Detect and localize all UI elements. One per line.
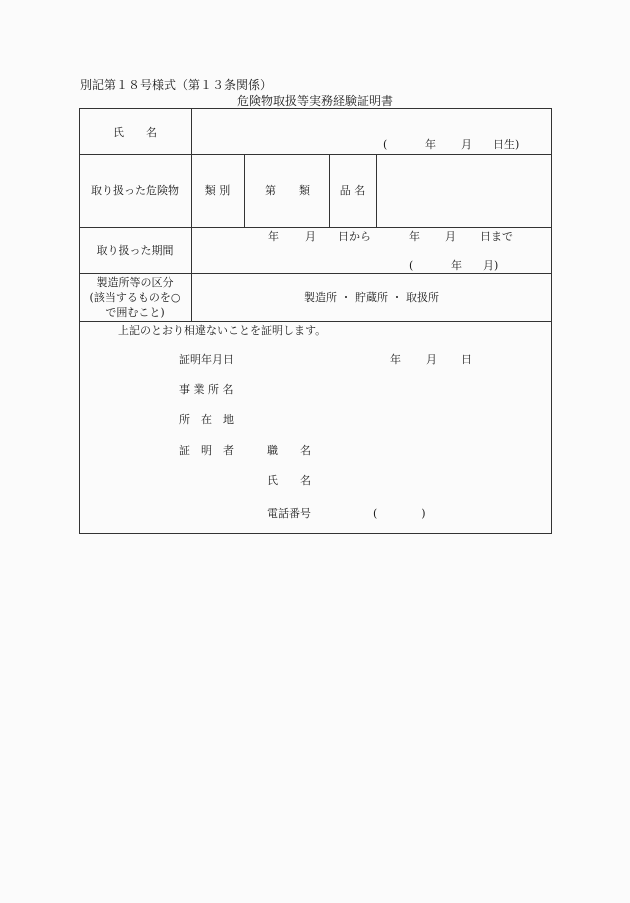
certifier-label: 証 明 者 [179, 444, 234, 457]
document-title: 危険物取扱等実務経験証明書 [236, 94, 393, 108]
facility-label-line1: 製造所等の区分 [96, 276, 174, 289]
facility-label-line2: (該当するものを○ [89, 291, 181, 304]
label-column-divider [191, 108, 192, 321]
row-divider [79, 321, 552, 322]
birth-day-label: 日生) [493, 138, 520, 151]
name-label: 氏 名 [113, 126, 157, 139]
from-year-label: 年 [268, 230, 279, 243]
to-day-label: 日まで [480, 230, 513, 243]
form-number: 別記第１８号様式（第１３条関係） [80, 78, 273, 92]
birth-month-label: 月 [461, 138, 472, 151]
row-divider [79, 273, 552, 274]
item-label: 品 名 [339, 184, 366, 197]
duration-open-paren: ( [409, 259, 414, 272]
birth-open-paren: ( [383, 138, 388, 151]
certifier-name-label: 氏 名 [267, 474, 311, 487]
business-name-label: 事 業 所 名 [179, 383, 234, 396]
class-label: 類 別 [204, 184, 231, 197]
cert-date-label: 証明年月日 [179, 353, 234, 366]
item-column-divider [376, 154, 377, 227]
location-label: 所 在 地 [179, 413, 234, 426]
class-first-label: 第 [265, 184, 276, 197]
period-label: 取り扱った期間 [96, 244, 174, 257]
birth-year-label: 年 [425, 138, 436, 151]
certification-statement: 上記のとおり相違ないことを証明します。 [118, 324, 327, 337]
duration-year-label: 年 [451, 259, 462, 272]
phone-label: 電話番号 [267, 507, 311, 520]
cert-date-year: 年 [390, 353, 401, 366]
phone-parens: ( ) [373, 507, 426, 520]
class-rui-label: 類 [299, 184, 310, 197]
row-divider [79, 154, 552, 155]
from-month-label: 月 [305, 230, 316, 243]
to-month-label: 月 [445, 230, 456, 243]
to-year-label: 年 [409, 230, 420, 243]
cert-date-day: 日 [461, 353, 472, 366]
duration-month-label: 月) [483, 259, 499, 272]
cert-date-month: 月 [426, 353, 437, 366]
class-column-divider [244, 154, 245, 227]
position-label: 職 名 [267, 444, 311, 457]
row-divider [79, 227, 552, 228]
from-day-label: 日から [338, 230, 371, 243]
facility-label-line3: で囲むこと) [105, 306, 165, 319]
hazmat-label: 取り扱った危険物 [91, 184, 179, 197]
facility-options: 製造所 ・ 貯蔵所 ・ 取扱所 [304, 291, 439, 304]
